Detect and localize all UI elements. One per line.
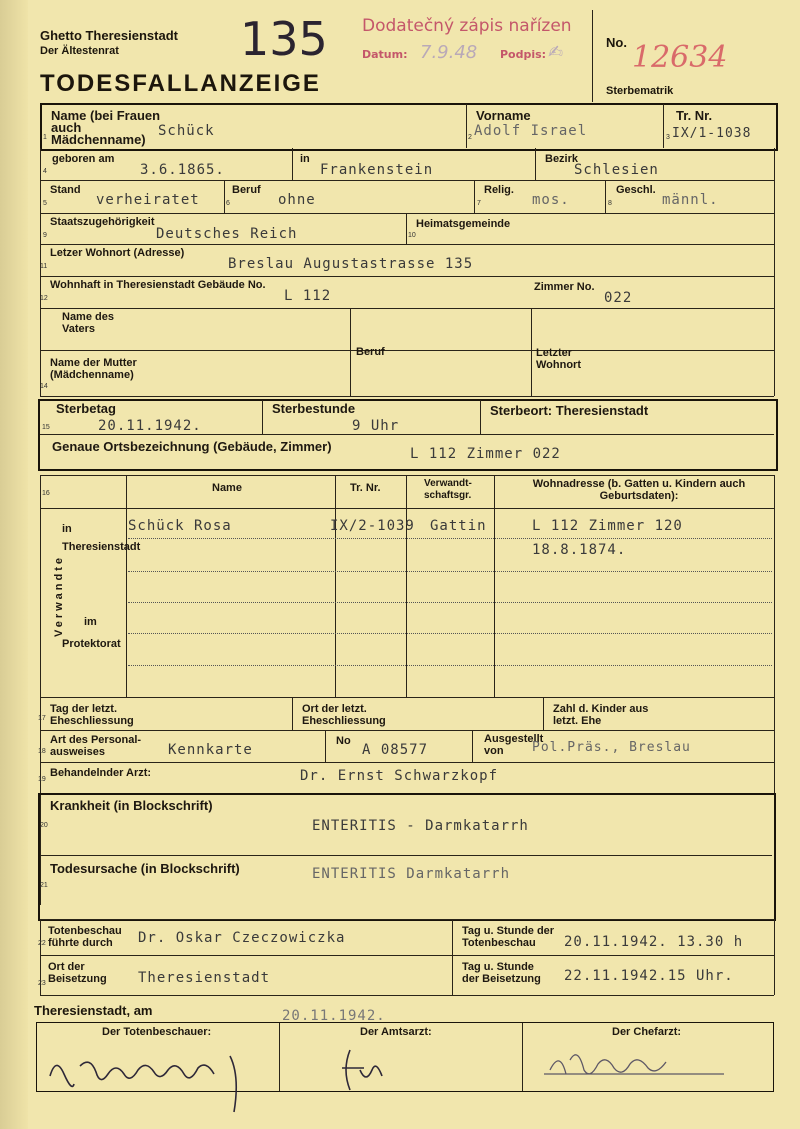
row-num-15: 15 [42, 424, 50, 431]
row-num-21: 21 [40, 882, 48, 889]
row-num-17: 17 [38, 715, 46, 722]
sterbetag-value: 20.11.1942. [98, 418, 202, 434]
divider [472, 731, 473, 762]
totenbeschau-value: Dr. Oskar Czeczowiczka [138, 930, 346, 946]
beruf2-label: Beruf [356, 346, 385, 358]
no-label: No. [606, 35, 627, 50]
col-addr-label: Wohnadresse (b. Gatten u. Kindern auch Geburtsdaten): [532, 478, 746, 502]
row-line [40, 955, 774, 956]
ort-beisetzung-label: Ort der Beisetzung [48, 961, 107, 985]
in-value: Frankenstein [320, 162, 434, 178]
wohnhaft-label: Wohnhaft in Theresienstadt Gebäude No. [50, 279, 266, 291]
col-divider [494, 476, 495, 697]
divider [279, 1023, 280, 1091]
signature-chefarzt [540, 1040, 740, 1090]
row-num-12: 12 [40, 295, 48, 302]
dotted-line [128, 571, 772, 572]
totenbeschau-label: Totenbeschau führte durch [48, 925, 122, 949]
signature-totenbeschauer [40, 1036, 270, 1116]
geschl-label: Geschl. [616, 184, 656, 196]
divider [350, 309, 351, 396]
row-num-4: 4 [43, 168, 47, 175]
row-line [40, 855, 772, 856]
row-num-14: 14 [40, 383, 48, 390]
sterbetag-label: Sterbetag [56, 401, 116, 416]
relative-addr-line2: 18.8.1874. [532, 542, 627, 558]
row-num-10: 10 [408, 232, 416, 239]
divider [262, 400, 263, 434]
arzt-label: Behandelnder Arzt: [50, 767, 152, 779]
im-label: im [84, 616, 97, 628]
wohnhaft-value: L 112 [284, 288, 332, 304]
tag-ehe-label: Tag der letzt. Eheschliessung [50, 703, 134, 727]
kinder-label: Zahl d. Kinder aus letzt. Ehe [553, 703, 649, 727]
row-line [40, 350, 774, 351]
staat-label: Staatszugehörigkeit [50, 216, 155, 228]
row-line [40, 995, 774, 996]
divider [535, 148, 536, 180]
dotted-line [128, 633, 772, 634]
form-title: TODESFALLANZEIGE [40, 70, 321, 97]
staat-value: Deutsches Reich [156, 226, 298, 242]
beruf-value: ohne [278, 192, 316, 208]
todesursache-value: ENTERITIS Darmkatarrh [312, 866, 511, 882]
arzt-value: Dr. Ernst Schwarzkopf [300, 768, 499, 784]
divider [480, 400, 481, 434]
ausweis-value: Kennkarte [168, 742, 253, 758]
vorname-label: Vorname [476, 108, 531, 123]
wohnort-label: Letzer Wohnort (Adresse) [50, 247, 185, 259]
ausweis-label: Art des Personal-ausweises [50, 734, 142, 758]
divider [474, 181, 475, 213]
handwritten-number: 135 [240, 12, 328, 66]
sterbematrik-label: Sterbematrik [606, 85, 674, 97]
stamp-date-value: 7.9.48 [420, 42, 478, 63]
row-num-18: 18 [38, 748, 46, 755]
row-num-11: 11 [40, 263, 48, 270]
dotted-line [128, 665, 772, 666]
verwandte-side-label: Verwandte [53, 554, 66, 638]
ausgestellt-label: Ausgestellt von [484, 733, 544, 757]
row-line [40, 434, 774, 435]
heimat-label: Heimatsgemeinde [416, 218, 511, 230]
letzter-wohnort-label: Letzter Wohnort [536, 347, 582, 371]
place-label: Theresienstadt, am [34, 1003, 153, 1018]
relative-verw: Gattin [430, 518, 487, 534]
row-num-16: 16 [42, 490, 50, 497]
sterbestunde-value: 9 Uhr [352, 418, 400, 434]
signature-amtsarzt [330, 1040, 410, 1100]
col-divider [335, 476, 336, 697]
stand-value: verheiratet [96, 192, 200, 208]
death-box [38, 399, 778, 471]
row-num-2: 2 [468, 134, 472, 141]
row-line [40, 396, 774, 397]
geschl-value: männl. [662, 192, 719, 208]
row-line [40, 244, 774, 245]
geboren-label: geboren am [52, 153, 115, 165]
divider [452, 919, 453, 995]
row-line [40, 213, 774, 214]
row-line [40, 276, 774, 277]
dotted-line [128, 602, 772, 603]
row-line [40, 475, 774, 476]
place-date: 20.11.1942. [282, 1008, 386, 1024]
relative-addr: L 112 Zimmer 120 [532, 518, 683, 534]
dotted-line [128, 538, 772, 539]
col-name-label: Name [212, 482, 242, 494]
divider [531, 309, 532, 396]
divider [292, 698, 293, 730]
row-line [40, 508, 774, 509]
divider [663, 104, 664, 148]
divider [466, 104, 467, 148]
row-num-1: 1 [43, 134, 47, 141]
org-line1: Ghetto Theresienstadt [40, 28, 178, 43]
divider [224, 181, 225, 213]
divider [406, 214, 407, 244]
row-line [40, 919, 774, 920]
vorname-value: Adolf Israel [474, 123, 588, 139]
zimmer-value: 022 [604, 290, 633, 306]
row-num-9: 9 [43, 232, 47, 239]
header-divider [592, 10, 593, 102]
col-verw-label: Verwandt-schaftsgr. [424, 478, 472, 501]
ortsbez-value: L 112 Zimmer 022 [410, 446, 561, 462]
row-num-3: 3 [666, 134, 670, 141]
row-line [40, 180, 774, 181]
relative-trnr: IX/2-1039 [330, 518, 415, 534]
protektorat-label: Protektorat [62, 638, 121, 650]
zimmer-label: Zimmer No. [534, 281, 595, 293]
wohnort-value: Breslau Augustastrasse 135 [228, 256, 474, 272]
vater-label: Name des Vaters [62, 311, 114, 335]
in-label: in [300, 153, 310, 165]
sterbeort-label: Sterbeort: Theresienstadt [490, 403, 649, 418]
tag-beschau-label: Tag u. Stunde der Totenbeschau [462, 925, 555, 949]
divider [543, 698, 544, 730]
in-there-label: in Theresienstadt [62, 523, 141, 553]
beruf-label: Beruf [232, 184, 261, 196]
ort-ehe-label: Ort der letzt. Eheschliessung [302, 703, 386, 727]
sig2-label: Der Amtsarzt: [360, 1026, 432, 1038]
org-line2: Der Ältestenrat [40, 45, 119, 57]
divider [292, 148, 293, 180]
stamp-line1: Dodatečný zápis nařízen [362, 16, 572, 36]
divider [325, 731, 326, 762]
divider [522, 1023, 523, 1091]
name-label: Name (bei Frauen auch Mädchenname) [51, 108, 161, 147]
row-num-19: 19 [38, 776, 46, 783]
right-border [774, 148, 775, 396]
todesursache-label: Todesursache (in Blockschrift) [50, 861, 240, 876]
geboren-value: 3.6.1865. [140, 162, 225, 178]
ausweis-no-label: No [336, 735, 351, 747]
divider [605, 181, 606, 213]
paper-edge [0, 0, 28, 1129]
sig1-label: Der Totenbeschauer: [102, 1026, 212, 1038]
relig-value: mos. [532, 192, 570, 208]
tag-beisetzung-label: Tag u. Stunde der Beisetzung [462, 961, 541, 985]
bezirk-label: Bezirk [545, 153, 579, 165]
row-num-5: 5 [43, 200, 47, 207]
col-trnr-label: Tr. Nr. [350, 482, 381, 494]
trnr-label: Tr. Nr. [676, 108, 713, 123]
trnr-value: IX/1-1038 [672, 126, 752, 141]
bezirk-value: Schlesien [574, 162, 659, 178]
row-line [40, 762, 774, 763]
relig-label: Relig. [484, 184, 514, 196]
name-value: Schück [158, 123, 215, 139]
row-line [40, 697, 774, 698]
sig3-label: Der Chefarzt: [612, 1026, 682, 1038]
row-num-6: 6 [226, 200, 230, 207]
row-line [40, 730, 774, 731]
col-divider [126, 476, 127, 697]
row-num-8: 8 [608, 200, 612, 207]
row-line [40, 308, 774, 309]
stamp-date-label: Datum: [362, 48, 408, 61]
ortsbez-label: Genaue Ortsbezeichnung (Gebäude, Zimmer) [52, 439, 332, 454]
row-num-23: 23 [38, 980, 46, 987]
col-divider [406, 476, 407, 697]
krankheit-label: Krankheit (in Blockschrift) [50, 798, 213, 813]
krankheit-value: ENTERITIS - Darmkatarrh [312, 818, 529, 834]
relative-name: Schück Rosa [128, 518, 232, 534]
ausweis-no-value: A 08577 [362, 742, 429, 758]
ausgestellt-value: Pol.Präs., Breslau [532, 740, 691, 755]
stamp-sign-label: Podpis: [500, 48, 547, 61]
stand-label: Stand [50, 184, 81, 196]
right-border [774, 919, 775, 995]
tag-beisetzung-value: 22.11.1942.15 Uhr. [564, 968, 734, 984]
ort-beisetzung-value: Theresienstadt [138, 970, 271, 986]
stamp-sign-mark: ✍ [548, 42, 564, 63]
no-value: 12634 [632, 40, 728, 75]
sterbestunde-label: Sterbestunde [272, 401, 356, 416]
mutter-label: Name der Mutter (Mädchenname) [50, 357, 137, 381]
left-border [40, 148, 41, 396]
row-num-22: 22 [38, 940, 46, 947]
row-num-20: 20 [40, 822, 48, 829]
tag-beschau-value: 20.11.1942. 13.30 h [564, 934, 744, 950]
row-num-7: 7 [477, 200, 481, 207]
